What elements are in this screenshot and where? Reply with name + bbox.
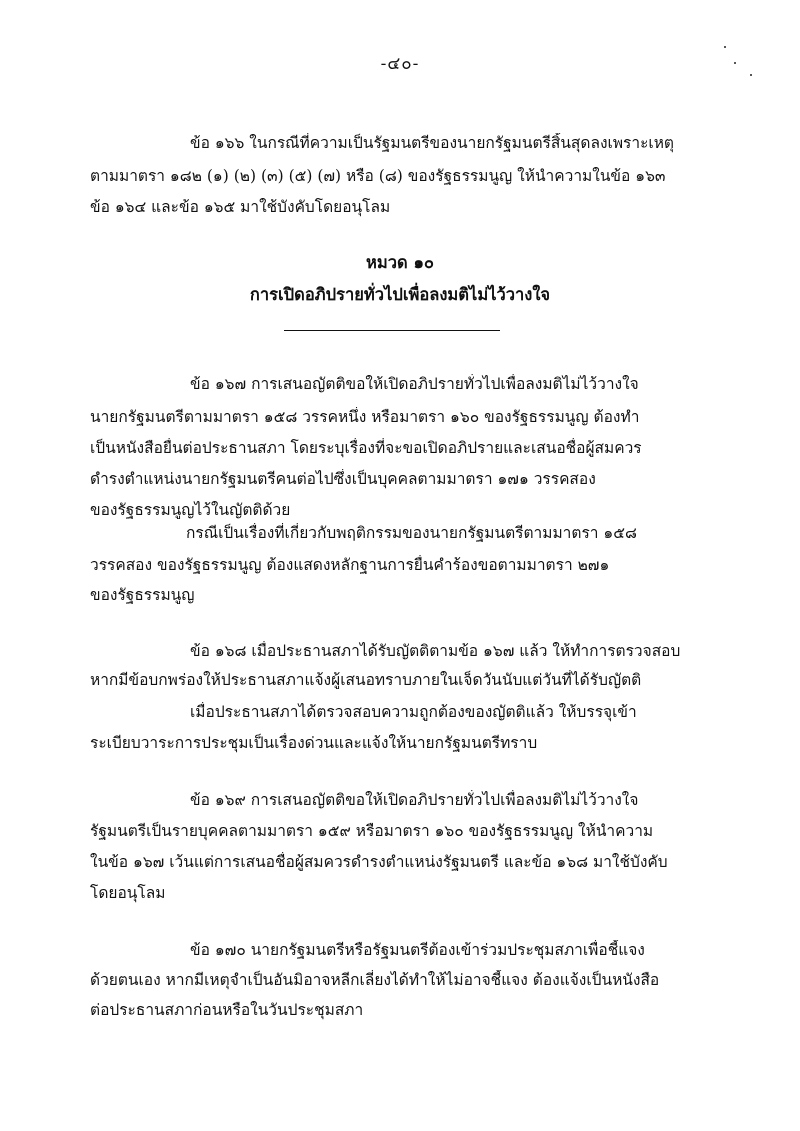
clause-168-line-4: ระเบียบวาระการประชุมเป็นเรื่องด่วนและแจ้งให้นายกรัฐมนตรีทราบ bbox=[90, 734, 538, 752]
clause-168-line-2: หากมีข้อบกพร่องให้ประธานสภาแจ้งผู้เสนอทราบภายในเจ็ดวันนับแต่วันที่ได้รับญัตติ bbox=[90, 671, 642, 689]
clause-166-line-3: ข้อ ๑๖๔ และข้อ ๑๖๕ มาใช้บังคับโดยอนุโลม bbox=[90, 198, 391, 216]
chapter-title: การเปิดอภิปรายทั่วไปเพื่อลงมติไม่ไว้วางใจ bbox=[249, 285, 551, 304]
clause-167-line-8: ของรัฐธรรมนูญ bbox=[90, 586, 195, 604]
clause-170-line-1: ข้อ ๑๗๐ นายกรัฐมนตรีหรือรัฐมนตรีต้องเข้าร่วมประชุมสภาเพื่อชี้แจง bbox=[190, 941, 645, 959]
clause-167-line-1: ข้อ ๑๖๗ การเสนอญัตติขอให้เปิดอภิปรายทั่วไปเพื่อลงมติไม่ไว้วางใจ bbox=[190, 375, 639, 393]
clause-167-line-3: เป็นหนังสือยื่นต่อประธานสภา โดยระบุเรื่องที่จะขอเปิดอภิปรายและเสนอชื่อผู้สมควร bbox=[90, 439, 642, 457]
clause-166-line-1: ข้อ ๑๖๖ ในกรณีที่ความเป็นรัฐมนตรีของนายกรัฐมนตรีสิ้นสุดลงเพราะเหตุ bbox=[190, 134, 674, 152]
clause-169-line-2: รัฐมนตรีเป็นรายบุคคลตามมาตรา ๑๕๙ หรือมาตรา ๑๖๐ ของรัฐธรรมนูญ ให้นำความ bbox=[90, 822, 654, 840]
clause-167-line-6: กรณีเป็นเรื่องที่เกี่ยวกับพฤติกรรมของนายกรัฐมนตรีตามมาตรา ๑๕๘ bbox=[186, 524, 637, 542]
clause-166-line-2: ตามมาตรา ๑๘๒ (๑) (๒) (๓) (๕) (๗) หรือ (๘) ของรัฐธรรมนูญ ให้นำความในข้อ ๑๖๓ bbox=[90, 167, 666, 185]
clause-170-line-3: ต่อประธานสภาก่อนหรือในวันประชุมสภา bbox=[90, 1001, 364, 1019]
clause-167-line-7: วรรคสอง ของรัฐธรรมนูญ ต้องแสดงหลักฐานการยื่นคำร้องขอตามมาตรา ๒๗๑ bbox=[90, 556, 610, 574]
chapter-number: หมวด ๑๐ bbox=[365, 253, 435, 272]
clause-167-line-5: ของรัฐธรรมนูญไว้ในญัตติด้วย bbox=[90, 501, 291, 519]
clause-169-line-4: โดยอนุโลม bbox=[90, 884, 166, 902]
page-number: -๔๐- bbox=[380, 54, 420, 74]
clause-167-line-2: นายกรัฐมนตรีตามมาตรา ๑๕๘ วรรคหนึ่ง หรือมาตรา ๑๖๐ ของรัฐธรรมนูญ ต้องทำ bbox=[90, 408, 640, 426]
clause-169-line-3: ในข้อ ๑๖๗ เว้นแต่การเสนอชื่อผู้สมควรดำรงตำแหน่งรัฐมนตรี และข้อ ๑๖๘ มาใช้บังคับ bbox=[90, 853, 668, 871]
clause-167-line-4: ดำรงตำแหน่งนายกรัฐมนตรีคนต่อไปซึ่งเป็นบุคคลตามมาตรา ๑๗๑ วรรคสอง bbox=[90, 470, 596, 488]
clause-169-line-1: ข้อ ๑๖๙ การเสนอญัตติขอให้เปิดอภิปรายทั่วไปเพื่อลงมติไม่ไว้วางใจ bbox=[190, 791, 639, 809]
clause-168-line-3: เมื่อประธานสภาได้ตรวจสอบความถูกต้องของญัตติแล้ว ให้บรรจุเข้า bbox=[190, 703, 637, 721]
section-divider bbox=[284, 330, 500, 331]
clause-170-line-2: ด้วยตนเอง หากมีเหตุจำเป็นอันมิอาจหลีกเลี่ยงได้ทำให้ไม่อาจชี้แจง ต้องแจ้งเป็นหนังสือ bbox=[90, 971, 660, 989]
clause-168-line-1: ข้อ ๑๖๘ เมื่อประธานสภาได้รับญัตติตามข้อ ๑๖๗ แล้ว ให้ทำการตรวจสอบ bbox=[190, 642, 681, 660]
